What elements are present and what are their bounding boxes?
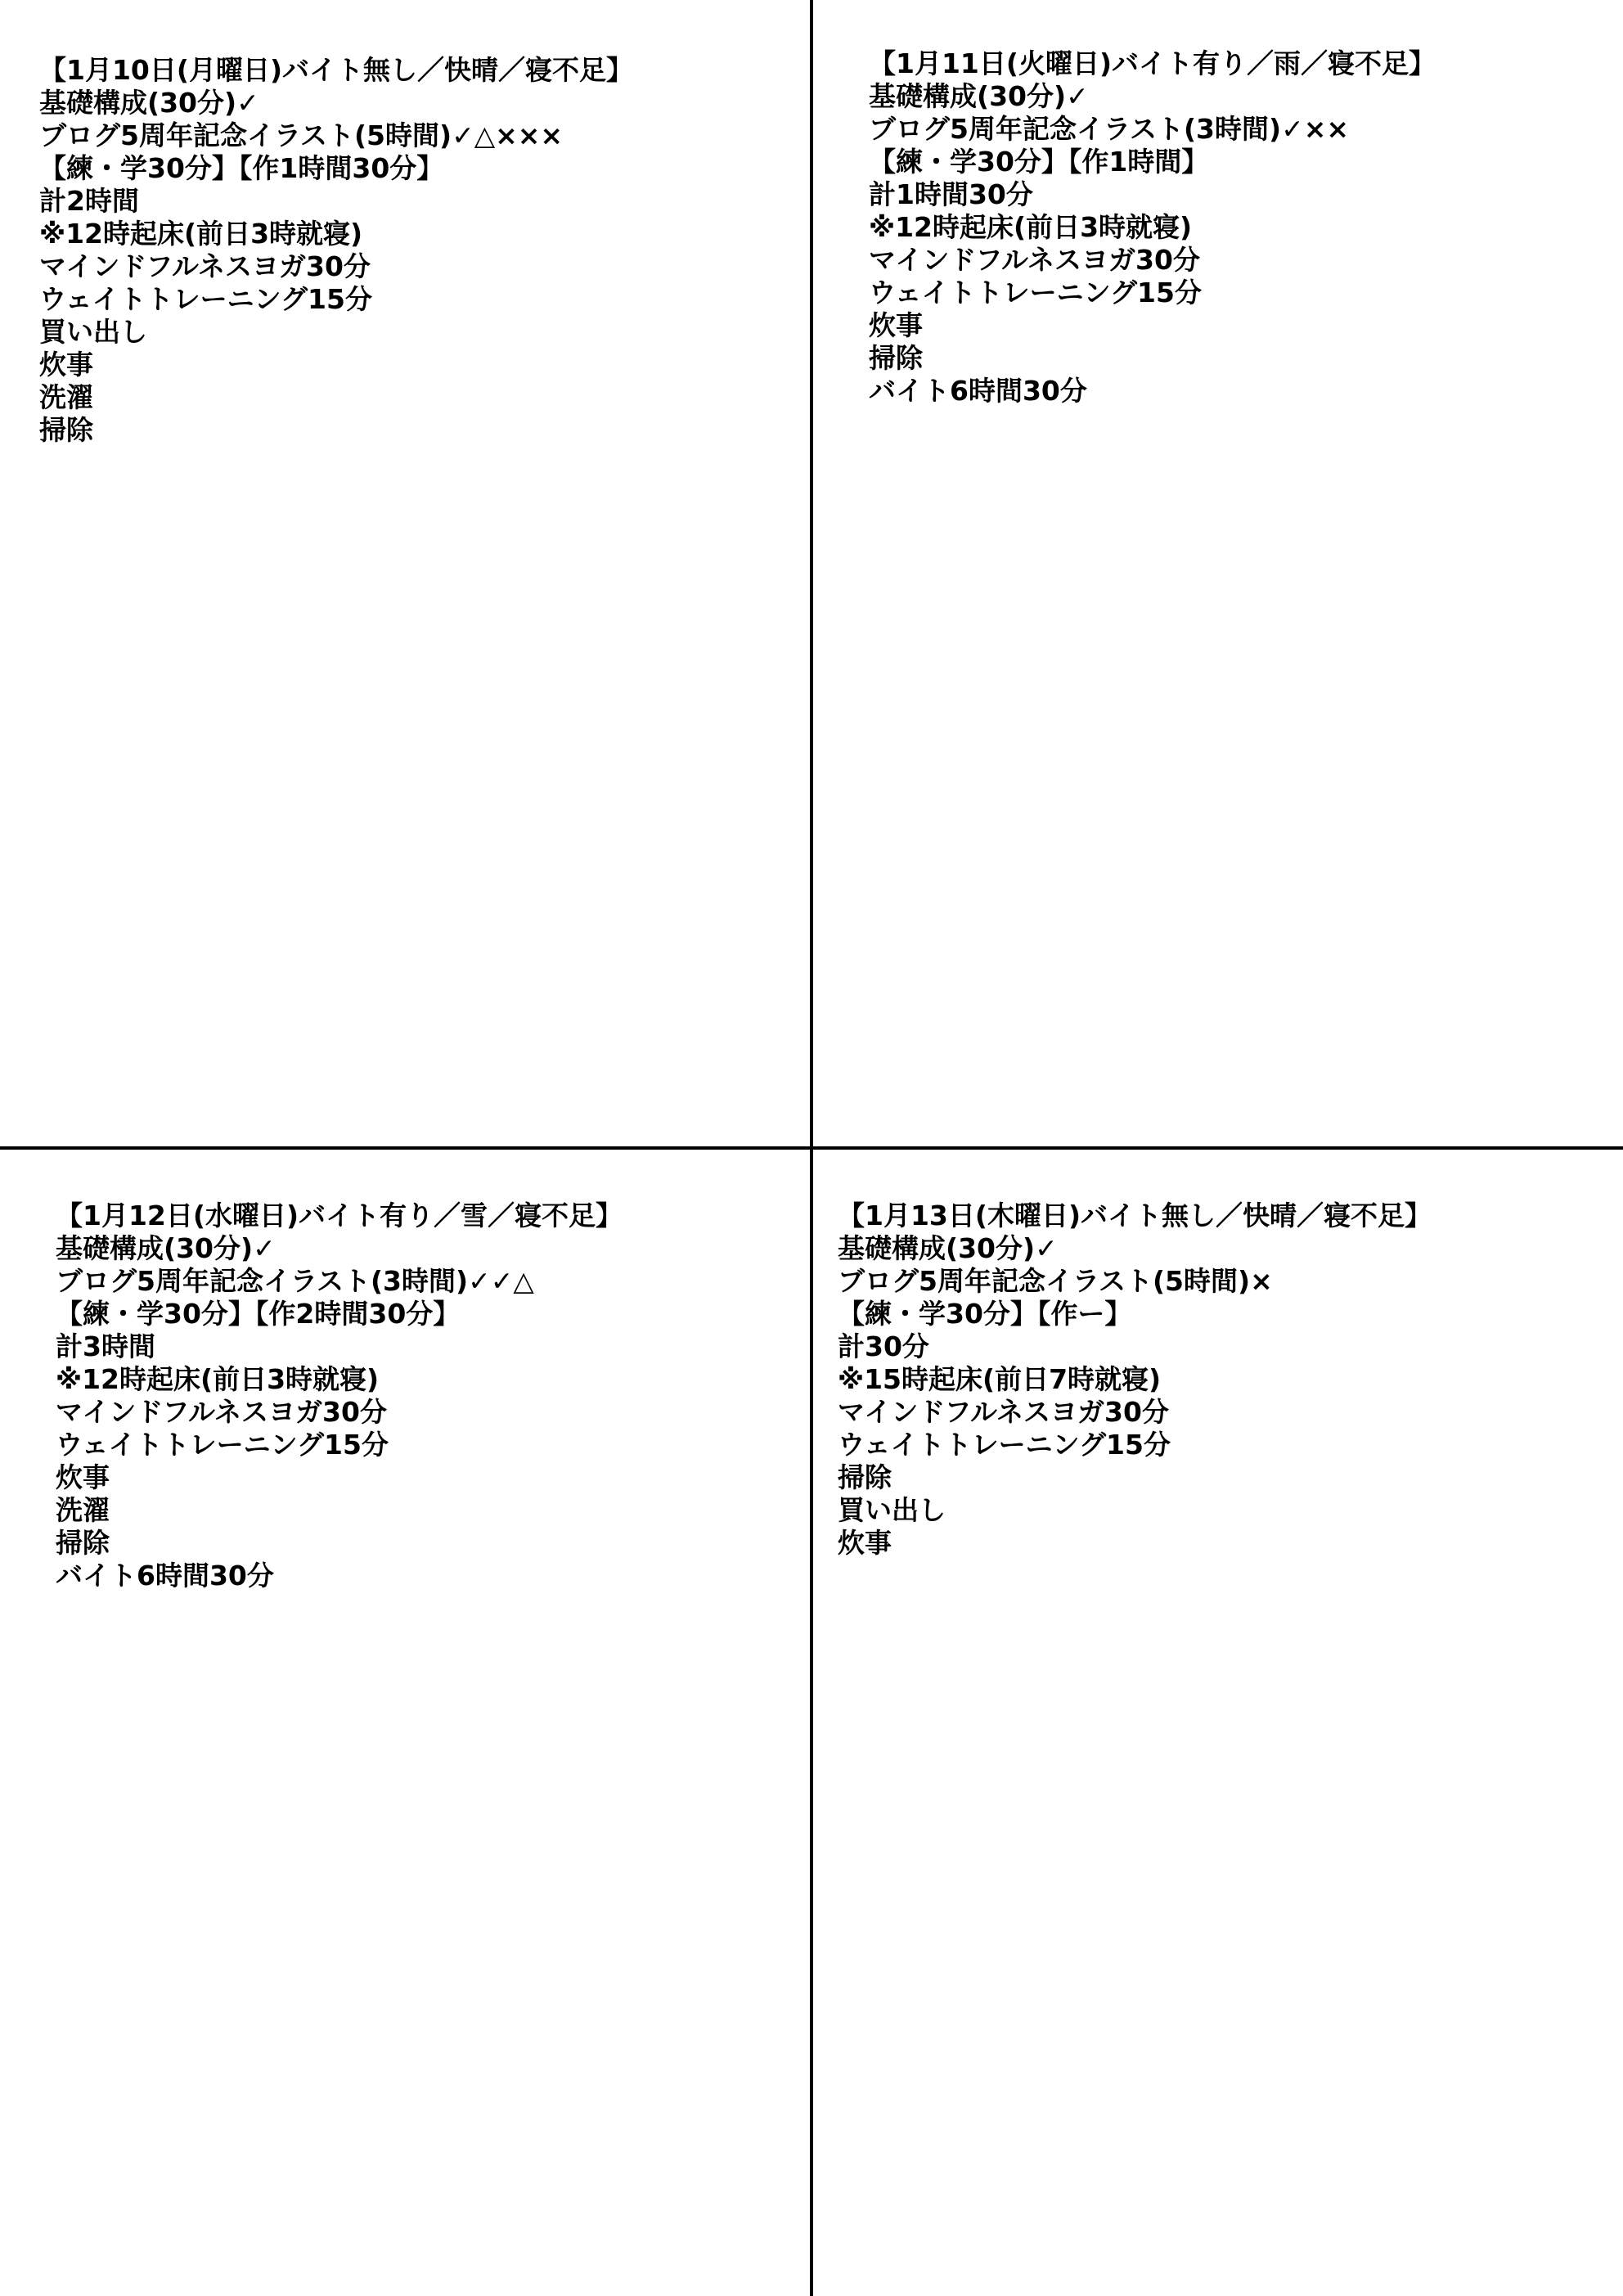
log-line: ウェイトトレーニング15分	[39, 283, 372, 315]
log-line: 【練・学30分】【作1時間】	[869, 146, 1209, 178]
log-line: 計30分	[838, 1330, 929, 1362]
log-line: バイト6時間30分	[869, 375, 1087, 407]
horizontal-divider	[0, 1146, 1623, 1150]
log-line: 炊事	[39, 349, 93, 380]
log-line: 炊事	[869, 309, 923, 341]
log-line: 基礎構成(30分)✓	[838, 1232, 1058, 1264]
log-line: ブログ5周年記念イラスト(5時間)✓△×××	[39, 119, 564, 151]
log-line: ブログ5周年記念イラスト(3時間)✓✓△	[56, 1265, 534, 1297]
day-panel-jan-13	[838, 1200, 1432, 1560]
log-line: マインドフルネスヨガ30分	[838, 1396, 1169, 1428]
log-line: ※12時起床(前日3時就寝)	[39, 218, 363, 250]
panel-header: 【1月10日(月曜日)バイト無し／快晴／寝不足】	[39, 54, 634, 86]
log-line: ※12時起床(前日3時就寝)	[869, 211, 1193, 243]
log-line: 計1時間30分	[869, 178, 1033, 210]
log-line: 基礎構成(30分)✓	[869, 80, 1089, 112]
log-line: 炊事	[56, 1461, 110, 1493]
log-line: 基礎構成(30分)✓	[39, 87, 259, 119]
log-line: 【練・学30分】【作1時間30分】	[39, 152, 444, 184]
panel-header: 【1月11日(火曜日)バイト有り／雨／寝不足】	[869, 47, 1436, 79]
day-panel-jan-12	[56, 1200, 623, 1592]
log-line: ※15時起床(前日7時就寝)	[838, 1363, 1162, 1395]
log-line: ※12時起床(前日3時就寝)	[56, 1363, 380, 1395]
log-line: 基礎構成(30分)✓	[56, 1232, 276, 1264]
panel-header: 【1月13日(木曜日)バイト無し／快晴／寝不足】	[838, 1200, 1432, 1231]
log-line: マインドフルネスヨガ30分	[869, 244, 1200, 276]
log-line: 買い出し	[39, 316, 147, 348]
log-line: 掃除	[56, 1527, 110, 1559]
log-line: マインドフルネスヨガ30分	[39, 250, 371, 282]
log-line: マインドフルネスヨガ30分	[56, 1396, 387, 1428]
log-line: 掃除	[838, 1461, 892, 1493]
log-line: 計3時間	[56, 1330, 155, 1362]
log-line: 【練・学30分】【作2時間30分】	[56, 1298, 461, 1330]
log-line: ウェイトトレーニング15分	[56, 1429, 389, 1461]
log-line: 【練・学30分】【作ー】	[838, 1298, 1132, 1330]
log-line: バイト6時間30分	[56, 1560, 274, 1591]
log-line: 掃除	[869, 342, 923, 374]
day-panel-jan-11	[869, 47, 1436, 407]
day-panel-jan-10	[39, 54, 633, 447]
log-line: 炊事	[838, 1527, 892, 1559]
log-line: ウェイトトレーニング15分	[838, 1429, 1171, 1461]
log-line: 洗濯	[39, 381, 93, 413]
log-line: 計2時間	[39, 185, 139, 217]
log-line: 洗濯	[56, 1494, 110, 1526]
log-line: 掃除	[39, 414, 93, 446]
log-line: ウェイトトレーニング15分	[869, 277, 1202, 308]
log-line: ブログ5周年記念イラスト(3時間)✓××	[869, 113, 1350, 145]
log-line: 買い出し	[838, 1494, 946, 1526]
panel-header: 【1月12日(水曜日)バイト有り／雪／寝不足】	[56, 1200, 623, 1231]
log-line: ブログ5周年記念イラスト(5時間)×	[838, 1265, 1273, 1297]
